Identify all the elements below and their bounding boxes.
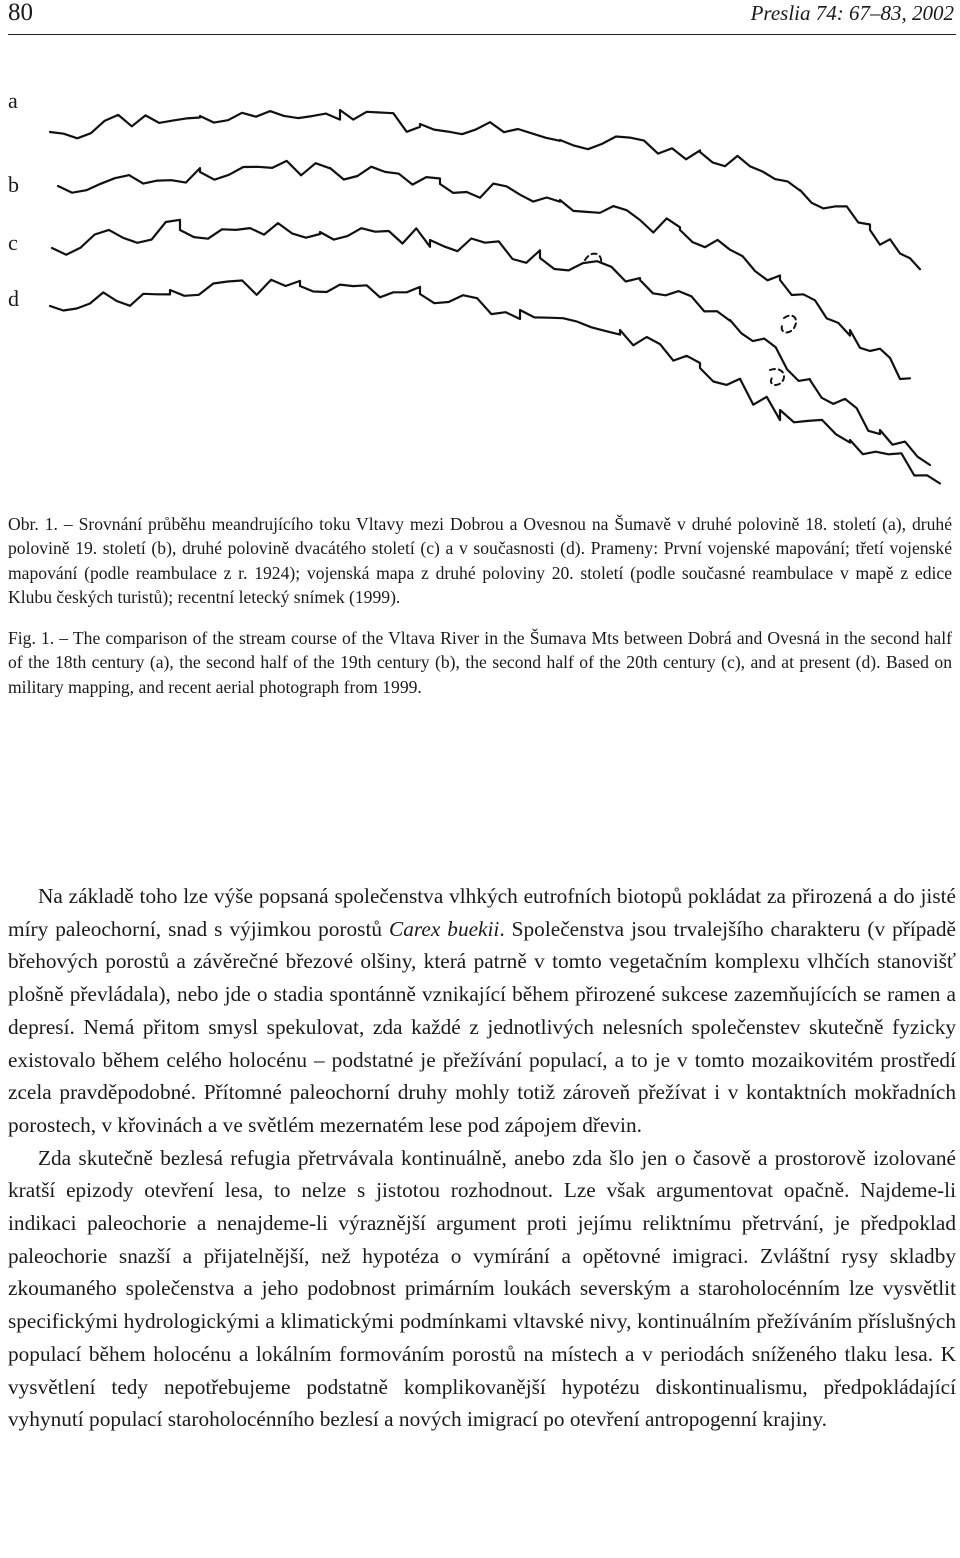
river-course-d bbox=[50, 280, 940, 484]
river-meander-figure bbox=[0, 80, 960, 500]
river-course-b bbox=[58, 161, 910, 379]
river-course-a bbox=[50, 110, 920, 269]
river-course-c bbox=[52, 220, 930, 465]
panel-label-a: a bbox=[8, 88, 18, 113]
oxbow-lake bbox=[770, 369, 784, 385]
paragraph bbox=[8, 880, 956, 1142]
journal-citation: Preslia 74: 67–83, 2002 bbox=[750, 1, 954, 25]
panel-label-c: c bbox=[8, 230, 18, 255]
body-text bbox=[8, 880, 956, 1436]
figure-caption-czech: Obr. 1. – Srovnání průběhu meandrujícího toku Vltavy mezi Dobrou a Ovesnou na Šumavě v druhé polovině 18. století (a), druhé polovině 19. století (b), druhé polovině dvacátého století (c) a v současnosti (d). Prameny: První vojenské mapování; třetí vojenské mapování (podle reambulace z r. 1924); vojenská mapa z druhé poloviny 20. století (podle současné reambulace v mapě z edice Klubu českých turistů); recentní letecký snímek (1999). bbox=[8, 514, 952, 608]
panel-label-d: d bbox=[8, 286, 19, 311]
oxbow-lake bbox=[782, 316, 796, 333]
page-header bbox=[8, 0, 956, 35]
paragraph-text: . Společenstva jsou trvalejšího charakteru (v případě břehových porostů a závěrečné březové olšiny, která patrně v tomto vegetačním komplexu vlhčích stanovišť plošně převládala), nebo jde o stadia spontánně vznikající během přirozené sukcese zazemňujících se ramen a depresí. Nemá přitom smysl spekulovat, zda každé z jednotlivých nelesních společenstev skutečně fyzicky existovalo během celého holocénu – podstatné je přežívání populací, a to je v tomto mozaikovitém prostředí zcela pravděpodobné. Přítomné paleochorní druhy mohly totiž zároveň přežívat i v kontaktních mokřadních porostech, v křovinách a ve světlém mezernatém lese pod zápojem dřevin. bbox=[8, 916, 956, 1137]
panel-label-b: b bbox=[8, 172, 19, 197]
figure-caption-english: Fig. 1. – The comparison of the stream course of the Vltava River in the Šumava Mts between Dobrá and Ovesná in the second half of the 18th century (a), the second half of the 19th century (b), the second half of the 20th century (c), and at present (d). Based on military mapping, and recent aerial photograph from 1999. bbox=[8, 628, 952, 697]
page-number: 80 bbox=[8, 0, 33, 26]
paragraph: Zda skutečně bezlesá refugia přetrvávala kontinuálně, anebo zda šlo jen o časově a prostorově izolované kratší epizody otevření lesa, to nelze s jistotou rozhodnout. Lze však argumentovat opačně. Najdeme-li indikaci paleochorie a nenajdeme-li výraznější argument proti jejímu reliktnímu přetrvání, je předpoklad paleochorie snazší a přijatelnější, než hypotéza o vymírání a opětovné imigraci. Zvláštní rysy skladby zkoumaného společenstva a jeho podobnost primárním loukách severským a staroholocénním lze vysvětlit specifickými hydrologickými a klimatickými podmínkami vltavské nivy, kontinuálním přežíváním příslušných populací během holocénu a lokálním formováním porostů na místech a v periodách sníženého tlaku lesa. K vysvětlení tedy nepotřebujeme podstatně komplikovanější hypotézu diskontinualismu, předpokládající vyhynutí populací staroholocénního bezlesí a nových imigrací po otevření antropogenní krajiny. bbox=[8, 1145, 956, 1432]
river-course-drawing bbox=[0, 80, 960, 500]
species-name: Carex buekii bbox=[389, 916, 500, 941]
paragraph-text: Na základě toho lze výše popsaná společenstva vlhkých eutrofních biotopů pokládat za přirozená a do jisté míry paleochorní, snad s výjimkou porostů bbox=[8, 884, 956, 941]
